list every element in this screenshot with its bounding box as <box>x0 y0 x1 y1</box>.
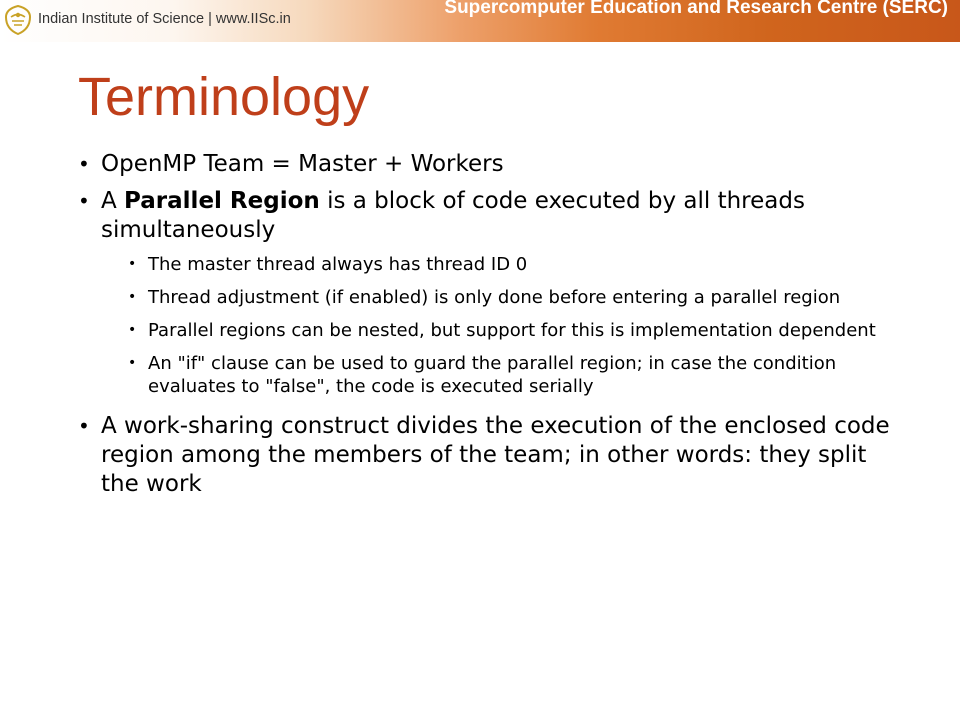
sub-bullet-item <box>78 286 908 309</box>
bullet-dot: • <box>128 322 137 338</box>
bullet-text-bold: Parallel Region <box>124 188 320 214</box>
iisc-emblem-icon <box>2 3 34 37</box>
bullet-text-suffix: is a block of code executed by all threads simultaneously <box>101 188 805 243</box>
slide-body <box>78 150 908 499</box>
sub-bullet-item <box>78 319 908 342</box>
sub-bullet-text: Thread adjustment (if enabled) is only done before entering a parallel region <box>148 287 841 308</box>
bullet-item-team <box>78 150 908 179</box>
bullet-text: A work-sharing construct divides the execution of the enclosed code region among the members of the team; in other words: they split the work <box>101 413 890 497</box>
sub-bullet-text: The master thread always has thread ID 0 <box>148 254 528 275</box>
bullet-dot: • <box>128 355 137 371</box>
sub-bullet-item <box>78 352 908 398</box>
bullet-text: OpenMP Team = Master + Workers <box>101 151 504 177</box>
bullet-item-work-sharing <box>78 412 908 499</box>
bullet-dot: • <box>128 289 137 305</box>
slide-title: Terminology <box>78 67 370 127</box>
sub-bullet-text: Parallel regions can be nested, but support for this is implementation dependent <box>148 320 876 341</box>
bullet-item-parallel-region <box>78 187 908 245</box>
bullet-dot: • <box>78 414 90 438</box>
institute-text: Indian Institute of Science | www.IISc.in <box>38 11 291 27</box>
bullet-dot: • <box>78 189 90 213</box>
centre-name: Supercomputer Education and Research Centre (SERC) <box>444 0 948 18</box>
header-bar <box>0 0 960 42</box>
bullet-dot: • <box>128 256 137 272</box>
sub-bullet-text: An "if" clause can be used to guard the parallel region; in case the condition evaluates to "false", the code is executed serially <box>148 353 837 397</box>
bullet-text-prefix: A <box>101 188 125 214</box>
sub-bullet-item <box>78 253 908 276</box>
bullet-dot: • <box>78 152 90 176</box>
